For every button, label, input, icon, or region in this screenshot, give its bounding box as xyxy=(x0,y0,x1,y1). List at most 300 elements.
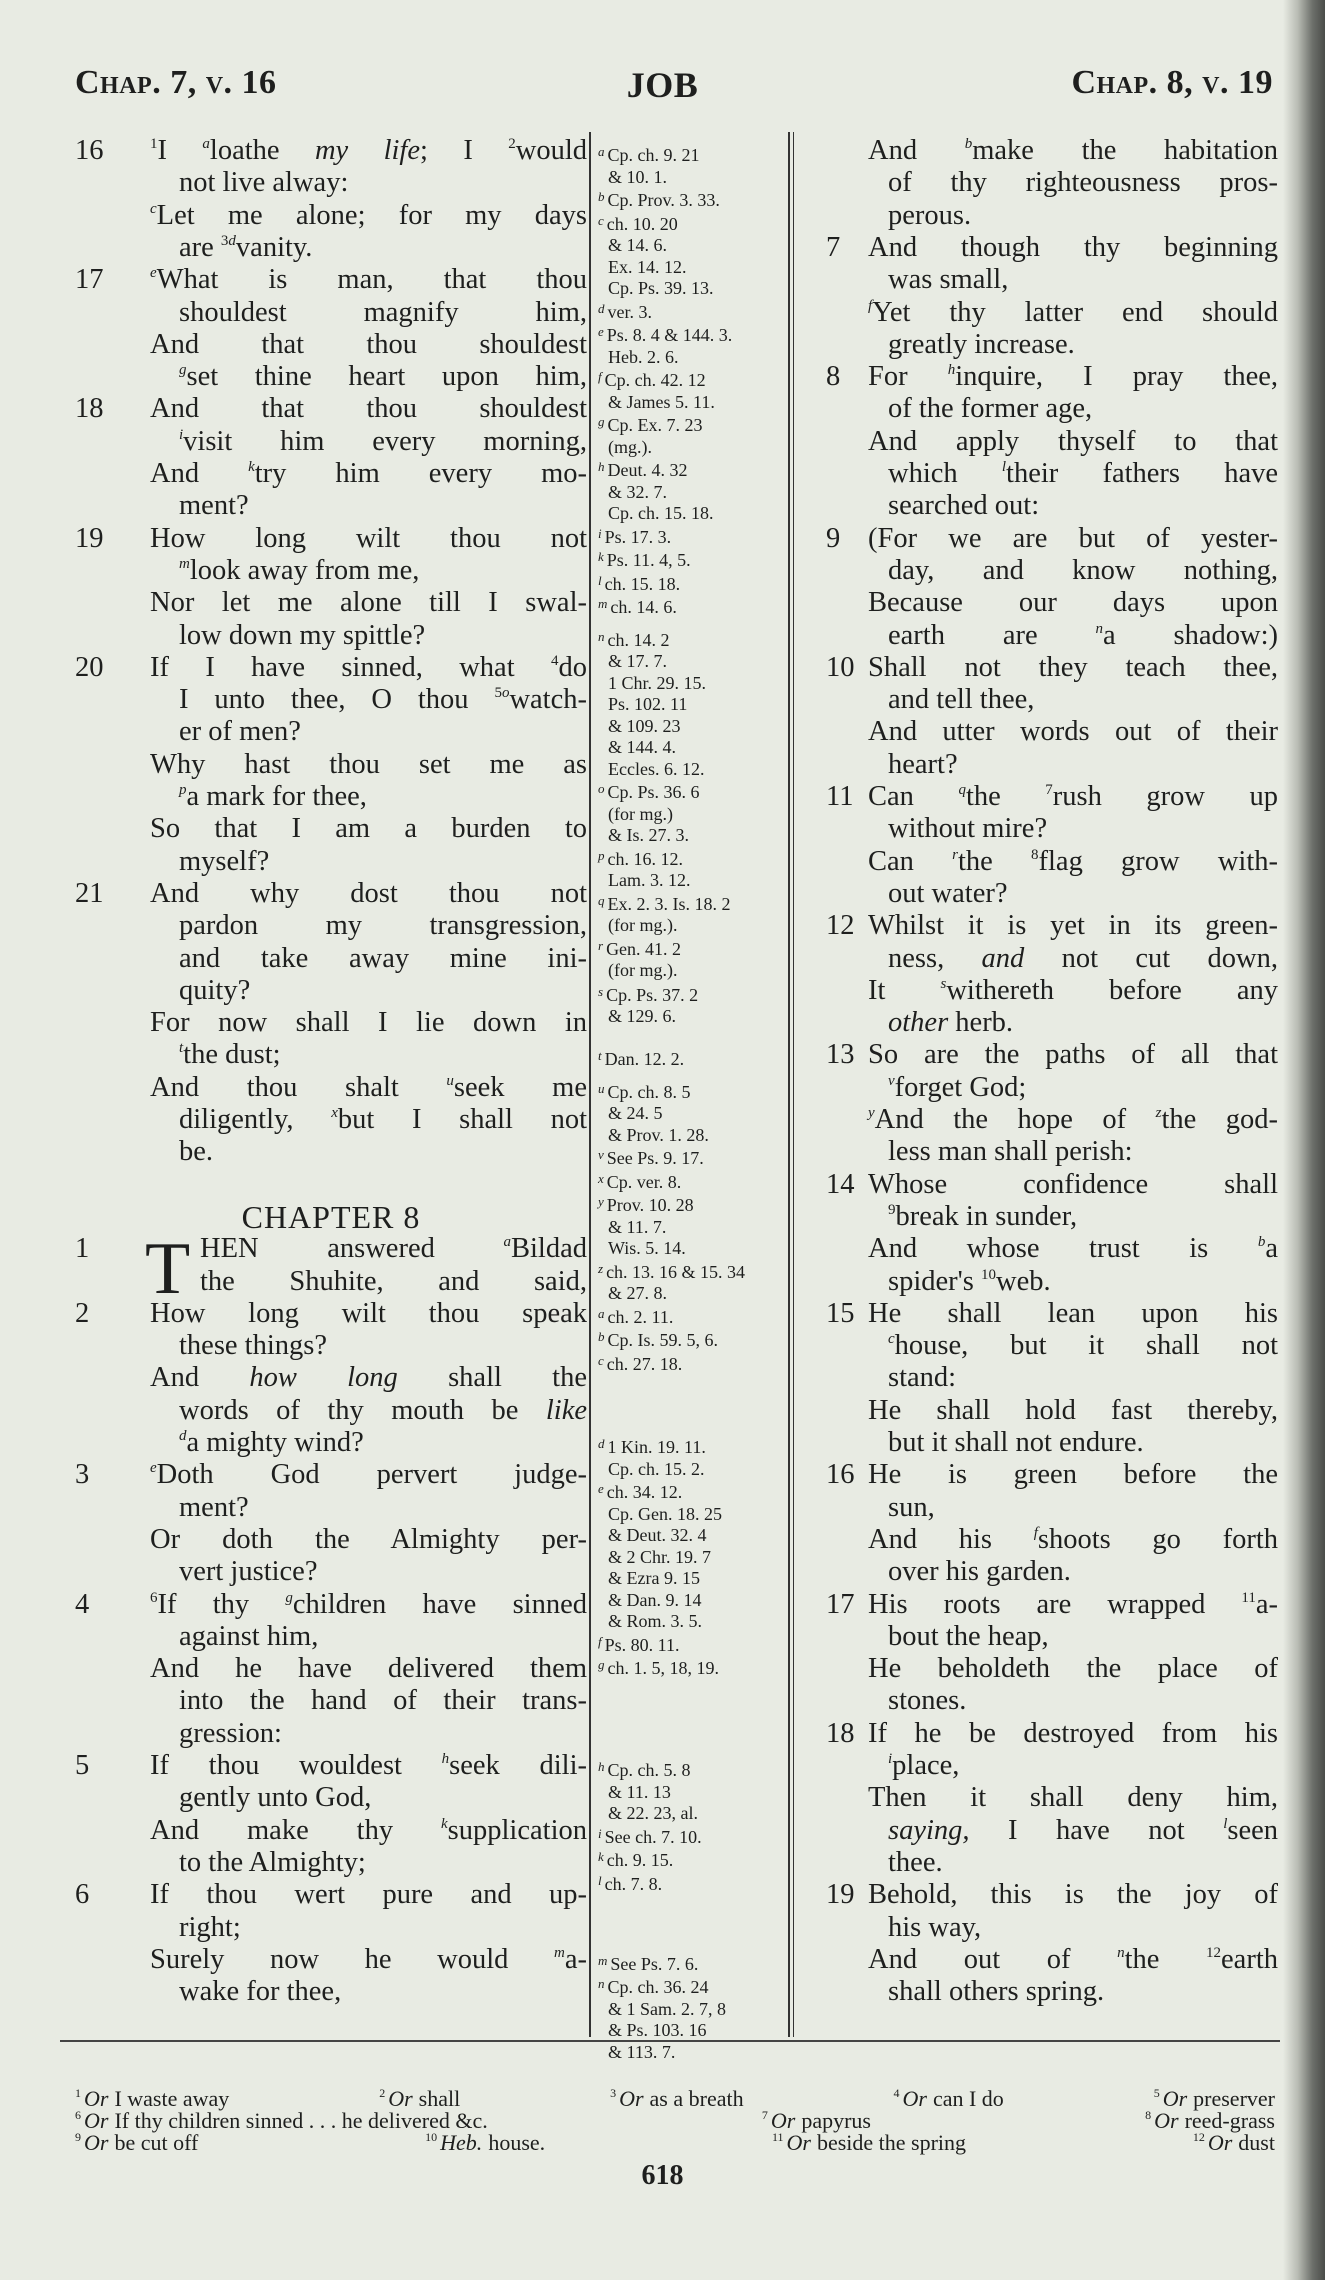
cross-reference-line: & 113. 7. xyxy=(608,2041,676,2062)
cross-reference-marker: m xyxy=(179,555,190,572)
cross-reference-line: & 144. 4. xyxy=(608,737,677,757)
footnote-label: Or xyxy=(1162,2086,1188,2111)
verse-text: It $^s$withereth before any xyxy=(868,974,1278,1006)
italic-text: saying, xyxy=(888,1814,970,1846)
verse-text: which $^l$their fathers have xyxy=(888,458,1278,489)
verse-text: shouldest magnify him, xyxy=(179,296,587,328)
footnote-number: 6 xyxy=(75,2108,81,2122)
cross-reference-line: $^f$ Ps. 80. 11. xyxy=(598,1633,680,1655)
cross-reference xyxy=(598,1433,706,1480)
verse-line xyxy=(75,716,587,748)
verse-line xyxy=(826,1395,1278,1427)
book-binding-shadow xyxy=(1283,0,1325,2280)
verse-text: gression: xyxy=(179,1717,282,1749)
cross-reference-marker: y xyxy=(868,1105,875,1121)
cross-reference-marker: r xyxy=(598,937,604,953)
cross-reference-line: & Ezra 9. 15 xyxy=(608,1568,700,1588)
cross-reference-line: $^x$ Cp. ver. 8. xyxy=(598,1170,682,1192)
cross-reference-marker: l xyxy=(598,572,602,588)
verse-line xyxy=(75,167,587,199)
verse-number: 12 xyxy=(826,910,855,942)
verse-line xyxy=(75,1944,587,1976)
cross-reference-marker: g xyxy=(598,1657,605,1672)
verse-text: against him, xyxy=(179,1620,319,1652)
cross-reference-marker: f xyxy=(598,1633,602,1649)
verse-text: He is green before the xyxy=(868,1459,1278,1491)
verse-text: And that thou shouldest xyxy=(150,393,587,425)
cross-reference-line: & 24. 5 xyxy=(608,1103,663,1124)
verse-line xyxy=(826,329,1278,361)
footnote-number: 9 xyxy=(75,2130,81,2144)
cross-reference xyxy=(598,411,703,458)
cross-reference-line: Ps. 102. 11 xyxy=(608,694,688,714)
verse-line xyxy=(75,426,587,458)
cross-reference-marker: n xyxy=(598,1976,605,1992)
verse-text: words of thy mouth be like xyxy=(179,1394,587,1426)
cross-reference-marker: c xyxy=(888,1331,895,1348)
verse-text: be. xyxy=(179,1136,214,1168)
verse-text: stones. xyxy=(888,1685,967,1717)
cross-reference-line: $^z$ ch. 13. 16 & 15. 34 xyxy=(598,1260,746,1282)
footnote-text: as a breath xyxy=(649,2086,744,2111)
verse-line xyxy=(826,749,1278,781)
footnote-text: If thy children sinned . . . he delivered &c. xyxy=(114,2108,488,2133)
cross-reference xyxy=(598,523,671,549)
verse-number: 14 xyxy=(826,1168,855,1200)
verse-line xyxy=(75,232,587,264)
verse-text: and take away mine ini- xyxy=(179,942,587,974)
verse-line xyxy=(75,1685,587,1717)
cross-reference-marker: b xyxy=(598,1329,605,1345)
verse-line xyxy=(75,587,587,619)
verse-line xyxy=(75,393,587,425)
verse-line xyxy=(826,1362,1278,1394)
footnote-text: beside the spring xyxy=(816,2130,967,2155)
cross-reference xyxy=(598,626,706,781)
cross-reference xyxy=(598,593,677,619)
verse-text: without mire? xyxy=(888,813,1048,845)
cross-reference-marker: m xyxy=(554,1944,565,1961)
footnote-text: dust xyxy=(1238,2130,1275,2155)
footnote-number: 7 xyxy=(761,2108,768,2122)
cross-reference-marker: x xyxy=(331,1105,338,1121)
footnote-text: house. xyxy=(488,2130,546,2155)
cross-reference-marker: q xyxy=(958,782,966,798)
verse-number: 10 xyxy=(826,651,855,683)
cross-reference-line: & 129. 6. xyxy=(608,1006,677,1027)
cross-reference-marker: t xyxy=(179,1040,184,1057)
verse-line xyxy=(826,1589,1278,1621)
cross-reference-line: $^k$ Ps. 11. 4, 5. xyxy=(598,549,691,570)
verse-line xyxy=(826,523,1278,555)
cross-reference-marker: z xyxy=(1155,1105,1162,1121)
verse-line xyxy=(75,1104,587,1136)
verse-line xyxy=(826,1266,1278,1298)
verse-line xyxy=(75,1459,587,1491)
verse-line xyxy=(826,490,1278,522)
verse-text: And that thou shouldest xyxy=(150,328,587,360)
verse-line xyxy=(75,1427,587,1459)
verse-text: $^9$break in sunder, xyxy=(888,1200,1078,1232)
cross-reference-marker: i xyxy=(179,426,184,443)
verse-text: How long wilt thou not xyxy=(150,522,587,554)
verse-text: $^m$look away from me, xyxy=(179,554,420,586)
marginal-note-number: 8 xyxy=(1031,846,1039,863)
verse-text: Can $^r$the $^8$flag grow with- xyxy=(868,845,1278,877)
verse-text: $^c$Let me alone; for my days xyxy=(150,199,587,231)
verse-line xyxy=(826,1653,1278,1685)
verse-number: 9 xyxy=(826,522,841,554)
verse-line xyxy=(75,684,587,716)
cross-reference-marker: h xyxy=(441,1751,450,1767)
verse-text: $^i$visit him every morning, xyxy=(179,425,587,457)
verse-number: 3 xyxy=(75,1459,90,1491)
cross-reference xyxy=(598,1756,698,1825)
verse-text: Can $^q$the $^7$rush grow up xyxy=(868,781,1278,812)
cross-reference-line: Eccles. 6. 12. xyxy=(608,758,705,779)
cross-reference-line: $^h$ Cp. ch. 5. 8 xyxy=(598,1759,691,1780)
verse-text: And $^k$try him every mo- xyxy=(150,458,587,489)
marginal-note-number: 11 xyxy=(1241,1589,1256,1606)
cross-reference-line: Cp. ch. 15. 2. xyxy=(608,1458,705,1479)
cross-reference-line: & 22. 23, al. xyxy=(608,1803,698,1823)
verse-line xyxy=(826,1427,1278,1459)
verse-text: myself? xyxy=(179,845,270,877)
verse-text: $^6$If thy $^g$children have sinned xyxy=(150,1588,587,1620)
verse-line xyxy=(826,1201,1278,1233)
cross-reference xyxy=(598,1078,709,1147)
verse-text: Shall not they teach thee, xyxy=(868,651,1278,683)
verse-text: And whose trust is $^b$a xyxy=(868,1233,1278,1265)
cross-reference-marker: k xyxy=(598,1849,604,1864)
cross-reference-line: $^c$ ch. 10. 20 xyxy=(598,212,678,234)
left-text-column xyxy=(75,135,587,2035)
verse-number: 4 xyxy=(75,1588,90,1620)
verse-line xyxy=(826,135,1278,167)
verse-text: was small, xyxy=(888,264,1009,296)
verse-line xyxy=(75,1653,587,1685)
cross-reference xyxy=(598,210,714,300)
cross-reference-marker: l xyxy=(598,1872,602,1888)
verse-line xyxy=(826,1815,1278,1847)
cross-reference xyxy=(598,1631,679,1657)
verse-text: $^e$Doth God pervert judge- xyxy=(150,1459,587,1491)
verse-text: So that I am a burden to xyxy=(150,813,587,845)
verse-line xyxy=(75,1589,587,1621)
verse-line xyxy=(826,910,1278,942)
cross-reference-marker: e xyxy=(598,324,604,339)
verse-line xyxy=(826,1944,1278,1976)
verse-number: 19 xyxy=(826,1879,855,1911)
verse-text: low down my spittle? xyxy=(179,619,426,651)
cross-reference-line: Ex. 14. 12. xyxy=(608,256,687,277)
verse-text: Nor let me alone till I swal- xyxy=(150,587,587,619)
verse-text: And $^b$make the habitation xyxy=(868,135,1278,166)
cross-reference-marker: v xyxy=(888,1072,895,1089)
verse-number: 5 xyxy=(75,1750,90,1781)
cross-reference-marker: i xyxy=(598,525,602,541)
cross-reference-marker: k xyxy=(598,549,604,564)
marginal-note-number: 2 xyxy=(508,136,516,152)
cross-reference-line: $^h$ Deut. 4. 32 xyxy=(598,459,688,480)
verse-text: He beholdeth the place of xyxy=(868,1653,1278,1685)
cross-reference-marker: a xyxy=(598,144,605,159)
verse-text: I unto thee, O thou $^{5o}$watch- xyxy=(179,684,587,716)
verse-line xyxy=(826,1718,1278,1750)
marginal-note-number: 9 xyxy=(888,1201,896,1218)
footnote-label: Or xyxy=(1154,2108,1179,2133)
verse-line xyxy=(826,200,1278,232)
marginal-note-number: 4 xyxy=(551,652,559,669)
verse-text: And out of $^n$the $^{12}$earth xyxy=(868,1943,1278,1975)
cross-reference-line: Lam. 3. 12. xyxy=(608,870,691,890)
footnote-text: I waste away xyxy=(114,2086,230,2111)
cross-reference-marker: h xyxy=(598,1759,605,1774)
cross-reference-marker: y xyxy=(598,1194,604,1210)
cross-reference-marker: t xyxy=(598,1048,602,1064)
verse-text: and tell thee, xyxy=(888,684,1035,716)
verse-text: but it shall not endure. xyxy=(888,1427,1144,1458)
verse-text: $^e$What is man, that thou xyxy=(150,264,587,296)
cross-reference-line: & Rom. 3. 5. xyxy=(608,1611,703,1631)
cross-reference xyxy=(598,1258,745,1305)
cross-reference xyxy=(598,981,698,1028)
verse-text: er of men? xyxy=(179,716,301,748)
verse-line xyxy=(826,1912,1278,1944)
verse-line xyxy=(75,846,587,878)
cross-reference-line: $^n$ ch. 14. 2 xyxy=(598,628,670,650)
verse-line xyxy=(826,1007,1278,1039)
cross-reference-line: $^y$ Prov. 10. 28 xyxy=(598,1194,694,1216)
verse-line xyxy=(826,846,1278,878)
verse-line xyxy=(826,587,1278,619)
verse-number: 8 xyxy=(826,361,841,393)
cross-reference-line: $^u$ Cp. ch. 8. 5 xyxy=(598,1080,691,1102)
cross-reference-line: $^l$ ch. 7. 8. xyxy=(598,1872,663,1894)
verse-line xyxy=(826,1847,1278,1879)
verse-line xyxy=(75,200,587,232)
verse-text: And he have delivered them xyxy=(150,1653,587,1685)
verse-text: less man shall perish: xyxy=(888,1136,1133,1168)
marginal-note-number: 12 xyxy=(1206,1944,1222,1961)
verse-line xyxy=(75,749,587,781)
cross-reference-line: (for mg.). xyxy=(608,960,678,980)
column-divider-left xyxy=(589,132,591,2037)
cross-reference xyxy=(598,1846,673,1872)
verse-line xyxy=(75,297,587,329)
column-divider-right xyxy=(788,132,790,2037)
verse-line xyxy=(826,1621,1278,1653)
verse-line xyxy=(826,1233,1278,1265)
cross-reference xyxy=(598,1478,722,1633)
verse-text: diligently, $^x$but I shall not xyxy=(179,1104,588,1135)
verse-text: And how long shall the xyxy=(150,1362,587,1394)
cross-reference-marker: f xyxy=(598,369,602,384)
verse-line xyxy=(826,716,1278,748)
cross-reference-line: (for mg.). xyxy=(608,915,678,935)
verse-line xyxy=(826,361,1278,393)
cross-reference xyxy=(598,1823,702,1849)
cross-reference xyxy=(598,890,731,937)
cross-reference xyxy=(598,366,715,413)
verse-line xyxy=(75,1718,587,1750)
cross-reference xyxy=(598,1144,704,1170)
footnote-label: Or xyxy=(84,2130,109,2155)
cross-reference-line: $^m$ See Ps. 7. 6. xyxy=(598,1952,699,1974)
cross-reference-marker: n xyxy=(1117,1944,1125,1961)
cross-reference-line: $^c$ ch. 27. 18. xyxy=(598,1352,683,1374)
verse-line xyxy=(826,1750,1278,1782)
verse-text: right; xyxy=(179,1911,241,1943)
cross-reference-marker: n xyxy=(1095,620,1103,637)
verse-text: For $^h$inquire, I pray thee, xyxy=(868,361,1279,393)
cross-reference-marker: s xyxy=(598,983,604,999)
verse-text: $^v$forget God; xyxy=(888,1071,1027,1103)
italic-text: other xyxy=(888,1007,949,1039)
verse-line xyxy=(75,1362,587,1394)
verse-text: $^d$a mighty wind? xyxy=(179,1427,364,1458)
cross-reference xyxy=(598,1326,718,1352)
verse-text: stand: xyxy=(888,1362,957,1394)
footnote-label: Or xyxy=(84,2108,109,2133)
cross-reference-line: Cp. ch. 15. 18. xyxy=(608,503,714,523)
cross-reference-line: $^b$ Cp. Prov. 3. 33. xyxy=(598,189,720,210)
cross-reference xyxy=(598,298,652,324)
verse-text: of thy righteousness pros- xyxy=(888,167,1278,199)
cross-reference-line: $^b$ Cp. Is. 59. 5, 6. xyxy=(598,1329,719,1351)
cross-reference-line: $^k$ ch. 9. 15. xyxy=(598,1849,674,1870)
cross-reference-marker: e xyxy=(150,1460,157,1477)
verse-line xyxy=(75,361,587,393)
footnote-label: Or xyxy=(786,2130,811,2155)
cross-reference-line: & 1 Sam. 2. 7, 8 xyxy=(608,1998,727,2019)
verse-line xyxy=(75,943,587,975)
verse-line xyxy=(75,1169,587,1201)
cross-reference xyxy=(598,1303,673,1329)
verse-line xyxy=(75,1298,587,1330)
cross-reference-line: $^s$ Cp. Ps. 37. 2 xyxy=(598,983,699,1005)
verse-text: not live alway: xyxy=(179,167,349,199)
verse-line xyxy=(826,1039,1278,1071)
verse-text: ness, and not cut down, xyxy=(888,942,1278,974)
verse-line xyxy=(75,458,587,490)
verse-line xyxy=(826,1685,1278,1717)
cross-reference-line: $^f$ Cp. ch. 42. 12 xyxy=(598,369,706,390)
verse-line xyxy=(75,1621,587,1653)
italic-text: how long xyxy=(249,1362,398,1394)
cross-reference-marker: c xyxy=(598,212,604,228)
verse-line xyxy=(826,1492,1278,1524)
footnote-label: Or xyxy=(619,2086,644,2111)
cross-reference-marker: c xyxy=(598,1352,604,1368)
cross-reference-line: & Is. 27. 3. xyxy=(608,825,689,845)
verse-line xyxy=(75,135,587,167)
verse-line xyxy=(826,232,1278,264)
cross-reference-line: & 27. 8. xyxy=(608,1283,668,1304)
verse-text: If thou wouldest $^h$seek dili- xyxy=(150,1750,587,1781)
cross-reference-marker: m xyxy=(598,596,608,611)
verse-text: into the hand of their trans- xyxy=(179,1685,587,1717)
verse-line xyxy=(826,878,1278,910)
verse-line xyxy=(826,297,1278,329)
cross-reference-line: & 11. 13 xyxy=(608,1781,671,1802)
cross-reference-line: $^p$ ch. 16. 12. xyxy=(598,847,683,869)
verse-line xyxy=(826,620,1278,652)
verse-text: If he be destroyed from his xyxy=(868,1717,1278,1749)
cross-reference xyxy=(598,1654,719,1680)
verse-text: $^c$house, but it shall not xyxy=(888,1330,1278,1362)
cross-reference-marker: d xyxy=(598,300,605,316)
verse-number: 11 xyxy=(826,781,854,812)
footnote-number: 2 xyxy=(379,2086,386,2100)
cross-reference-marker: v xyxy=(598,1147,604,1163)
verse-line xyxy=(75,1072,587,1104)
cross-reference xyxy=(598,321,732,368)
verse-number: 18 xyxy=(826,1717,855,1749)
cross-reference xyxy=(598,1045,684,1071)
cross-reference xyxy=(598,1950,698,1976)
marginal-note-number: 1 xyxy=(150,136,158,152)
footnote-label: Or xyxy=(902,2086,927,2111)
cross-reference-marker: p xyxy=(598,847,605,863)
verse-line xyxy=(826,1298,1278,1330)
verse-line xyxy=(826,1330,1278,1362)
verse-number: 1 xyxy=(75,1233,90,1265)
footnote-label: Or xyxy=(770,2108,796,2133)
verse-line xyxy=(75,1750,587,1782)
cross-reference-line: $^e$ ch. 34. 12. xyxy=(598,1481,683,1502)
verse-text: ment? xyxy=(179,490,249,522)
cross-reference-marker: k xyxy=(441,1815,448,1832)
cross-reference-marker: z xyxy=(598,1260,604,1276)
verse-text: other herb. xyxy=(888,1007,1014,1039)
cross-reference-marker: e xyxy=(598,1481,604,1496)
verse-number: 18 xyxy=(75,393,104,425)
cross-reference-marker: a xyxy=(503,1234,511,1251)
verse-text: over his garden. xyxy=(888,1556,1071,1588)
cross-reference-marker: d xyxy=(179,1428,187,1444)
cross-reference xyxy=(598,845,691,892)
footnote-number: 1 xyxy=(75,2086,81,2100)
verse-line xyxy=(826,1976,1278,2008)
verse-line xyxy=(75,975,587,1007)
cross-reference-marker: k xyxy=(248,459,255,475)
verse-line xyxy=(75,652,587,684)
cross-reference-line: & James 5. 11. xyxy=(608,391,715,412)
cross-reference-line: $^t$ Dan. 12. 2. xyxy=(598,1048,685,1070)
verse-text: His roots are wrapped $^{11}$a- xyxy=(868,1588,1278,1620)
verse-line xyxy=(826,458,1278,490)
cross-reference xyxy=(598,570,680,596)
column-divider-right-inner xyxy=(793,132,794,2037)
verse-line xyxy=(826,426,1278,458)
footnote-number: 12 xyxy=(1192,2130,1205,2144)
cross-reference-marker: b xyxy=(1257,1234,1266,1251)
verse-text: How long wilt thou speak xyxy=(150,1297,587,1329)
verse-line xyxy=(75,1879,587,1911)
verse-line xyxy=(75,490,587,522)
cross-reference-line: $^i$ See ch. 7. 10. xyxy=(598,1825,702,1847)
cross-reference-marker: a xyxy=(598,1305,605,1321)
verse-line xyxy=(75,1266,587,1298)
marginal-note-number: 6 xyxy=(150,1589,158,1606)
italic-text: like xyxy=(545,1394,587,1426)
verse-line xyxy=(826,1072,1278,1104)
verse-text: If I have sinned, what $^4$do xyxy=(150,651,587,683)
footnote-text: can I do xyxy=(932,2086,1004,2111)
cross-reference xyxy=(598,1191,694,1260)
verse-line xyxy=(826,975,1278,1007)
